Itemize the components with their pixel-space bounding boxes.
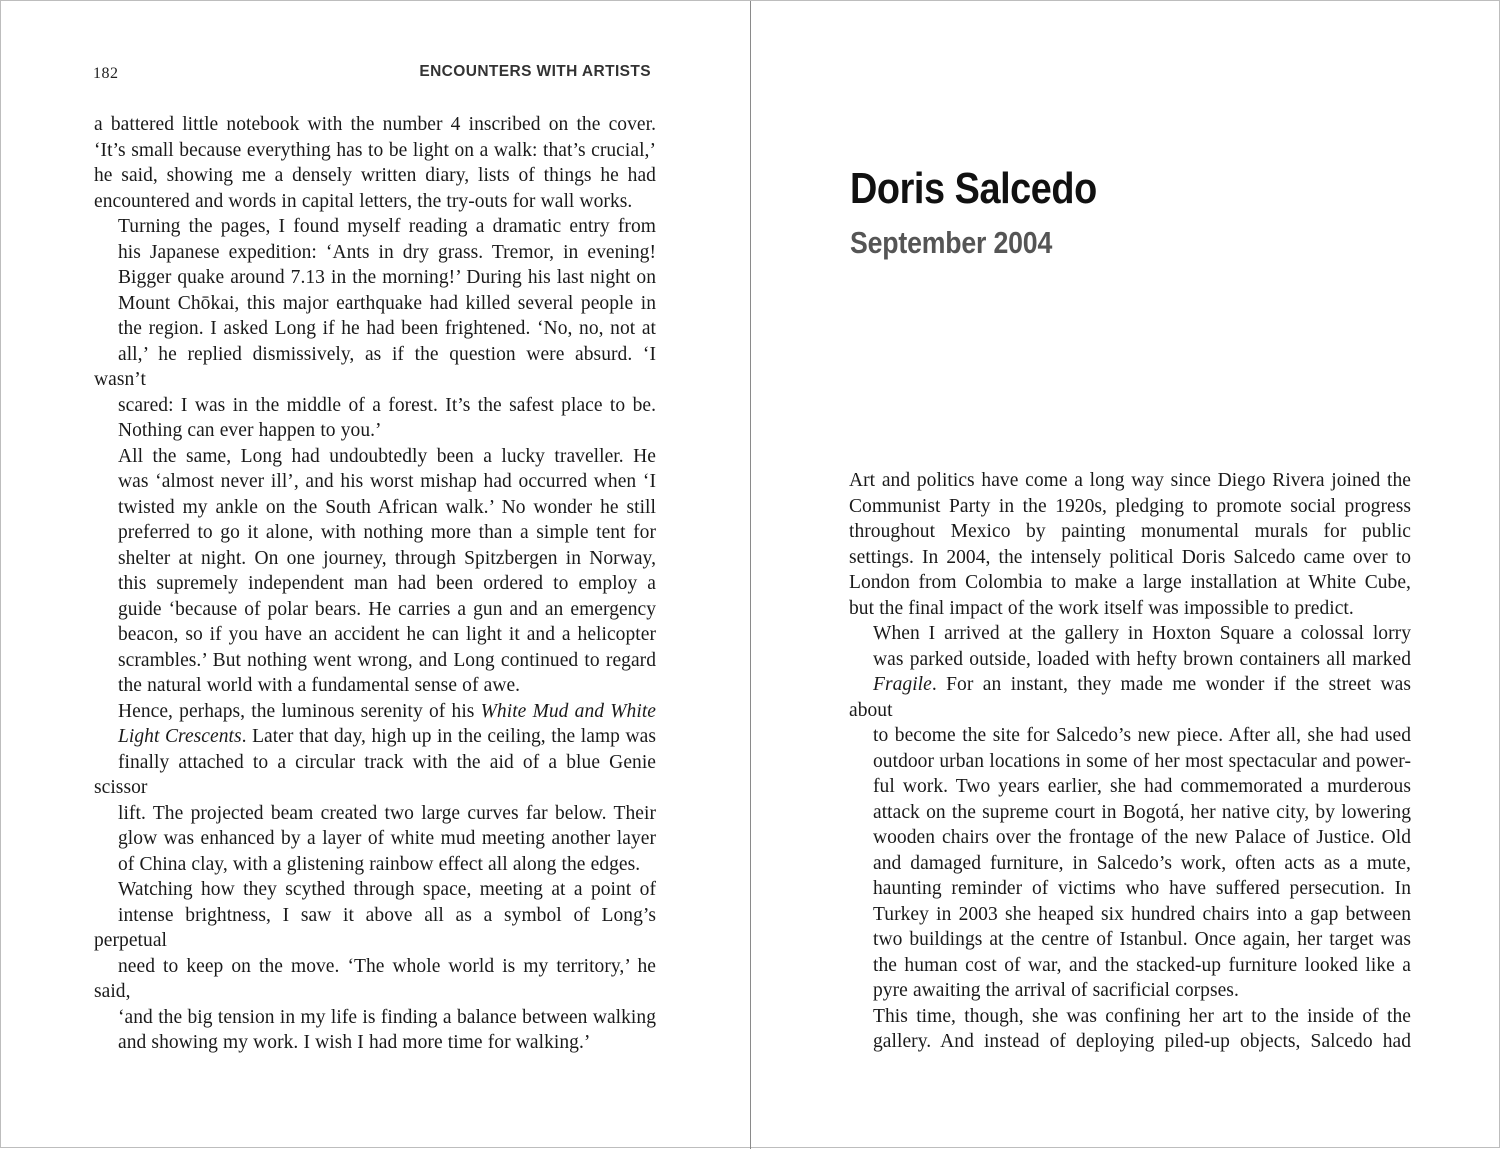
left-page-body bbox=[94, 112, 656, 1056]
paragraph: Turning the pages, I found myself reading a dramatic entry from his Japanese expedition: ‘Ants in dry grass. Tremor, in evening! Bigger quake around 7.13 in the morning!’ During his last night on Mount Chōkai, this major earthquake had killed several people in the region. I asked Long if he had been frightened. ‘No, no, not at all,’ he replied dismissively, as if the question were absurd. ‘I wasn’t scared: I was in the middle of a forest. It’s the safest place to be. Nothing can ever happen to you.’ bbox=[94, 216, 656, 441]
artwork-title: White Mud and White bbox=[480, 700, 657, 722]
paragraph: a battered little notebook with the number 4 inscribed on the cover. ‘It’s small because everything has to be light on a walk: that’s crucial,’ he said, showing me a densely written diary, lists of things he had encountered and words in capital letters, the try-outs for wall works. bbox=[94, 114, 656, 212]
page-gutter bbox=[750, 1, 751, 1149]
chapter-date: September 2004 bbox=[850, 225, 1053, 260]
paragraph: Watching how they scythed through space, meeting at a point of intense brightness, I saw it above all as a symbol of Long’s perpetual need to keep on the move. ‘The whole world is my territory,’ he said, ‘and the big tension in my life is finding a balance between walking and showing my work. I wish I had more time for walking.’ bbox=[94, 879, 656, 1053]
paragraph: Art and politics have come a long way since Diego Rivera joined the Communist Party in the 1920s, pledging to promote social progress throughout Mexico by painting monumental murals for public settings. In 2004, the intensely political Doris Salcedo came over to London from Colombia to make a large installation at White Cube, but the final impact of the work itself was impossible to predict. bbox=[849, 470, 1411, 619]
paragraph: When I arrived at the gallery in Hoxton Square a colossal lorry was parked outside, loaded with hefty brown containers all marked Fragile. For an instant, they made me wonder if the street was about to become the site for Salcedo’s new piece. After all, she had used outdoor urban locations in some of her most spectacular and power- ful work. Two years earlier, she had commemorated a murderous attack on the supreme court in Bogotá, her native city, by lowering wooden chairs over the frontage of the new Palace of Justice. Old and damaged furniture, in Salcedo’s work, often acts as a mute, haunting reminder of victims who have suffered persecution. In Turkey in 2003 she heaped six hundred chairs into a gap between two buildings at the centre of Istanbul. Once again, her target was the human cost of war, and the stacked-up furniture looked like a pyre awaiting the arrival of sacrificial corpses. bbox=[849, 623, 1411, 1001]
chapter-title: Doris Salcedo bbox=[850, 164, 1097, 213]
label-word: Fragile bbox=[873, 674, 932, 695]
paragraph: Hence, perhaps, the luminous serenity of his White Mud and White Light Crescents. Later that day, high up in the ceiling, the lamp was finally attached to a circular track with the aid of a blue Genie scissor lift. The projected beam created two large curves far below. Their glow was enhanced by a layer of white mud meeting another layer of China clay, with a glistening rainbow effect all along the edges. bbox=[94, 700, 657, 875]
artwork-title: Light Crescents bbox=[118, 726, 242, 747]
page-number: 182 bbox=[93, 65, 119, 82]
running-head: ENCOUNTERS WITH ARTISTS bbox=[419, 63, 651, 80]
paragraph: All the same, Long had undoubtedly been a lucky traveller. He was ‘almost never ill’, and his worst mishap had occurred when ‘I twisted my ankle on the South African walk.’ No wonder he still preferred to go it alone, with nothing more than a simple tent for shelter at night. On one journey, through Spitzbergen in Norway, this supremely independent man had been ordered to employ a guide ‘because of polar bears. He carries a gun and an emergency beacon, so if you have an accident he can light it and a helicopter scrambles.’ But nothing went wrong, and Long continued to regard the natural world with a fundamental sense of awe. bbox=[118, 445, 656, 696]
right-page-body bbox=[849, 468, 1411, 1055]
paragraph: This time, though, she was confining her art to the inside of the gallery. And instead of deploying piled-up objects, Salcedo had bbox=[873, 1005, 1411, 1052]
